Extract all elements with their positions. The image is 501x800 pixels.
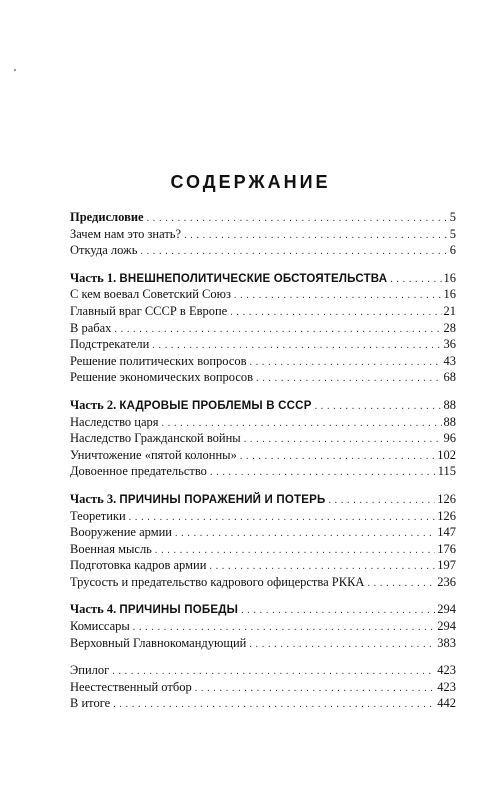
toc-page-number: 96 [443,431,456,446]
toc-entry[interactable] [70,286,456,303]
toc-entry-label: Наследство царя [70,414,159,429]
toc-entry-label: С кем воевал Советский Союз [70,287,231,302]
toc-entry-label: Предисловие [70,210,144,224]
toc-group-part-4 [70,601,456,651]
toc-page-number: 147 [437,525,456,540]
toc-entry-label: Подготовка кадров армии [70,558,207,573]
toc-page-number: 423 [437,663,456,678]
toc-page-number: 126 [437,508,456,523]
toc-entry[interactable] [70,574,456,591]
toc-page-number: 294 [437,619,456,634]
toc-entry[interactable] [70,242,456,259]
toc-entry[interactable] [70,336,456,353]
toc-leader-dots [367,574,435,593]
toc-page-number: 102 [437,447,456,462]
toc-entry[interactable] [70,353,456,370]
toc-entry[interactable] [70,541,456,558]
toc-entry[interactable] [70,524,456,541]
toc-part-heading[interactable] [70,397,456,414]
toc-entry-label: Часть 2. КАДРОВЫЕ ПРОБЛЕМЫ В СССР [70,397,312,412]
toc-entry[interactable] [70,463,456,480]
toc-entry-label: Комиссары [70,619,130,634]
table-of-contents [70,209,456,712]
toc-entry-label: Довоенное предательство [70,464,207,479]
toc-page-number: 197 [437,558,456,573]
toc-leader-dots [140,242,447,261]
toc-entry[interactable] [70,369,456,386]
toc-page-number: 16 [443,270,456,285]
toc-entry-label: Главный враг СССР в Европе [70,303,228,318]
toc-page-number: 88 [443,397,456,412]
page-title: СОДЕРЖАНИЕ [170,172,331,192]
toc-page-number: 383 [437,635,456,650]
toc-entry-label: Решение политических вопросов [70,353,247,368]
toc-entry[interactable] [70,635,456,652]
scan-speck [14,69,16,71]
toc-entry-label: Решение экономических вопросов [70,370,254,385]
toc-entry[interactable] [70,226,456,243]
toc-entry[interactable] [70,447,456,464]
toc-leader-dots [210,463,436,482]
toc-part-heading[interactable] [70,491,456,508]
toc-page-number: 88 [443,414,456,429]
toc-group-closing [70,662,456,712]
toc-entry-label: Уничтожение «пятой колонны» [70,447,237,462]
toc-entry[interactable] [70,414,456,431]
toc-page-number: 236 [437,574,456,589]
toc-page-number: 5 [449,226,456,241]
toc-entry[interactable] [70,508,456,525]
toc-page-number: 126 [437,491,456,506]
toc-entry-label: Теоретики [70,508,126,523]
toc-entry[interactable] [70,320,456,337]
toc-entry-label: Зачем нам это знать? [70,226,182,241]
toc-page-number: 294 [437,602,456,617]
toc-entry-label: Вооружение армии [70,525,172,540]
toc-page-number: 16 [443,287,456,302]
toc-page-number: 442 [437,696,456,711]
toc-entry-label: Часть 4. ПРИЧИНЫ ПОБЕДЫ [70,602,239,617]
toc-leader-dots [249,635,435,654]
toc-page-number: 28 [443,320,456,335]
toc-page-number: 21 [443,303,456,318]
toc-entry-label: Эпилог [70,663,110,678]
toc-entry-label: Трусость и предательство кадрового офицерства РККА [70,574,365,589]
toc-page-number: 423 [437,679,456,694]
toc-entry[interactable] [70,662,456,679]
toc-leader-dots [113,695,435,714]
toc-leader-dots [256,369,441,388]
toc-group-part-3 [70,491,456,591]
toc-entry-label: Часть 3. ПРИЧИНЫ ПОРАЖЕНИЙ И ПОТЕРЬ [70,491,326,506]
toc-entry-label: Верховный Главнокомандующий [70,635,247,650]
toc-entry-label: Неестественный отбор [70,679,192,694]
toc-entry[interactable] [70,618,456,635]
toc-part-heading[interactable] [70,270,456,287]
toc-group-part-1 [70,270,456,386]
toc-entry[interactable] [70,303,456,320]
toc-part-heading[interactable] [70,601,456,618]
toc-entry-label: Наследство Гражданской войны [70,431,241,446]
toc-entry-label: Откуда ложь [70,243,138,258]
toc-group-intro [70,209,456,259]
toc-entry[interactable] [70,557,456,574]
toc-entry[interactable] [70,695,456,712]
toc-entry-label: В рабах [70,320,112,335]
toc-entry[interactable] [70,679,456,696]
toc-page-number: 36 [443,337,456,352]
toc-entry-label: Подстрекатели [70,337,150,352]
toc-entry-label: Военная мысль [70,541,152,556]
toc-page-number: 6 [449,243,456,258]
toc-page-number: 5 [449,210,456,224]
toc-entry-label: Часть 1. ВНЕШНЕПОЛИТИЧЕСКИЕ ОБСТОЯТЕЛЬСТВА [70,270,388,285]
toc-page-number: 176 [437,541,456,556]
toc-entry-label: В итоге [70,696,111,711]
toc-group-part-2 [70,397,456,480]
toc-page-number: 43 [443,353,456,368]
toc-page-number: 68 [443,370,456,385]
toc-page-number: 115 [437,464,456,479]
toc-entry[interactable] [70,209,456,226]
toc-entry[interactable] [70,430,456,447]
